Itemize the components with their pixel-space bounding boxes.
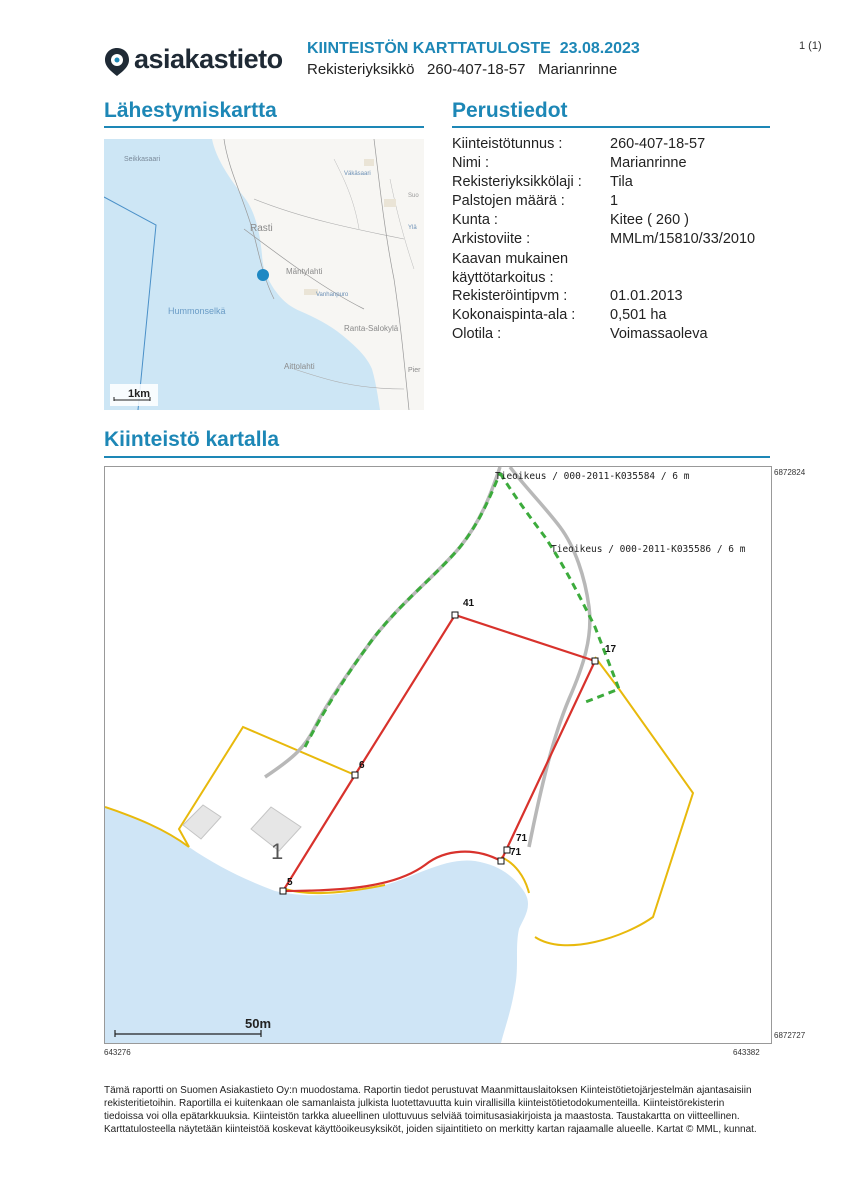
boundary-marker: [280, 888, 286, 894]
footer-disclaimer: Tämä raportti on Suomen Asiakastieto Oy:n muodostama. Raportin tiedot perustuvat Maanmittauslaitoksen Kiinteistötietojärjestelmän ajantasaisiin rekisteritietoihin. Raportilla ei kuitenkaan ole samanlaista julkista luotettavuutta kuin virallisilla kiinteistötietodokumenteilla. Kiinteistörekisterin tiedoissa voi olla epätarkkuuksia. Kiinteistön tarkka alueellinen ulottuvuus selviää toimitusasiakirjoista ja maastosta. Taustakartta on viitteellinen. Karttatulosteella näytetään kiinteistöä koskevat käyttöoikeusyksiköt, joiden sijaintitieto on merkitty kartan rajaamalle alueelle. Kartat © MML, kunnat.: [104, 1085, 757, 1135]
boundary-marker: [452, 612, 458, 618]
info-label: Nimi :: [452, 155, 490, 171]
info-row: [452, 326, 782, 345]
label-mantylahti: Mäntylahti: [286, 267, 323, 276]
info-value: Marianrinne: [610, 155, 687, 171]
location-map-title: Lähestymiskartta: [104, 99, 277, 122]
logo-text: asiakastieto: [134, 44, 283, 74]
report-title: [307, 40, 640, 58]
coord-top-right: 6872824: [774, 468, 806, 477]
info-row: [452, 155, 782, 174]
easement-label-2: Tieoikeus / 000-2011-K035586 / 6 m: [551, 544, 746, 555]
info-row: [452, 174, 782, 193]
subtitle-property-id: 260-407-18-57: [427, 61, 526, 78]
report-title-text: KIINTEISTÖN KARTTATULOSTE: [307, 40, 551, 57]
subtitle-property-name: Marianrinne: [537, 61, 618, 78]
info-value: 01.01.2013: [610, 288, 683, 304]
property-map-rule: [104, 456, 770, 458]
info-label: Kiinteistötunnus :: [452, 136, 563, 152]
coord-bottom-left: 643276: [104, 1048, 131, 1057]
property-map: [104, 466, 772, 1044]
report-date: 23.08.2023: [559, 40, 640, 57]
point-label-41: 41: [463, 598, 475, 609]
label-rasti: Rasti: [250, 223, 273, 234]
land-use-label-line1: Kaavan mukainen: [452, 251, 569, 267]
label-hummonselka: Hummonselkä: [168, 306, 226, 316]
point-label-17: 17: [605, 644, 617, 655]
point-label-71: 71: [516, 833, 528, 844]
location-map-graphic: [104, 139, 424, 410]
page-number: 1 (1): [799, 40, 822, 52]
label-pier: Pier: [408, 367, 421, 374]
land-use-label-line2: käyttötarkoitus :: [452, 270, 554, 286]
asiakastieto-logo-icon: [104, 47, 130, 77]
boundary-marker: [498, 858, 504, 864]
label-aittolahti: Aittolahti: [284, 362, 315, 371]
subtitle-label: Rekisteriyksikkö: [307, 61, 415, 78]
info-row: [452, 212, 782, 231]
report-subtitle: [307, 61, 617, 78]
property-scale-label: 50m: [245, 1016, 272, 1031]
label-seikkasaari: Seikkasaari: [124, 156, 161, 163]
info-label: Olotila :: [452, 326, 502, 342]
info-label: Rekisteriyksikkölaji :: [452, 174, 582, 190]
label-ranta-salokyla: Ranta-Salokylä: [344, 324, 399, 333]
property-map-title: Kiinteistö kartalla: [104, 428, 280, 451]
boundary-marker: [592, 658, 598, 664]
info-value: Voimassaoleva: [610, 326, 708, 342]
parcel-number: 1: [271, 839, 284, 864]
point-label-6: 6: [359, 760, 365, 771]
label-yla: Ylä: [408, 225, 417, 231]
info-value: 260-407-18-57: [610, 136, 706, 152]
boundary-marker: [352, 772, 358, 778]
coord-bottom-right-x: 643382: [733, 1048, 760, 1057]
info-label: Rekisteröintipvm :: [452, 288, 568, 304]
property-map-graphic: [105, 467, 771, 1043]
info-label: Kunta :: [452, 212, 498, 228]
label-vanhanpuro: Vanhanpuro: [316, 292, 349, 298]
info-row: [452, 288, 782, 307]
info-row: [452, 136, 782, 155]
basic-info-rule: [452, 126, 770, 128]
info-row: [452, 193, 782, 212]
info-value: MMLm/15810/33/2010: [610, 231, 756, 247]
basic-info-title: Perustiedot: [452, 99, 568, 122]
info-label: Kokonaispinta-ala :: [452, 307, 576, 323]
label-vaka: Väkäsaari: [344, 171, 371, 177]
info-value: Kitee ( 260 ): [610, 212, 689, 228]
location-map: [104, 139, 424, 410]
location-marker-icon: [257, 269, 269, 281]
info-value: 0,501 ha: [610, 307, 667, 323]
info-row: [452, 231, 782, 250]
info-label: Palstojen määrä :: [452, 193, 565, 209]
point-label-71: 71: [510, 847, 522, 858]
info-label: Arkistoviite :: [452, 231, 531, 247]
location-map-rule: [104, 126, 424, 128]
location-scale-label: 1km: [128, 388, 151, 400]
label-suo: Suo: [408, 193, 419, 199]
info-row: [452, 307, 782, 326]
easement-label-1: Tieoikeus / 000-2011-K035584 / 6 m: [495, 471, 690, 482]
land-use-label: [452, 250, 568, 288]
point-label-5: 5: [287, 877, 293, 888]
coord-bottom-right: 6872727: [774, 1031, 806, 1040]
info-value: 1: [610, 193, 619, 209]
info-value: Tila: [610, 174, 633, 190]
